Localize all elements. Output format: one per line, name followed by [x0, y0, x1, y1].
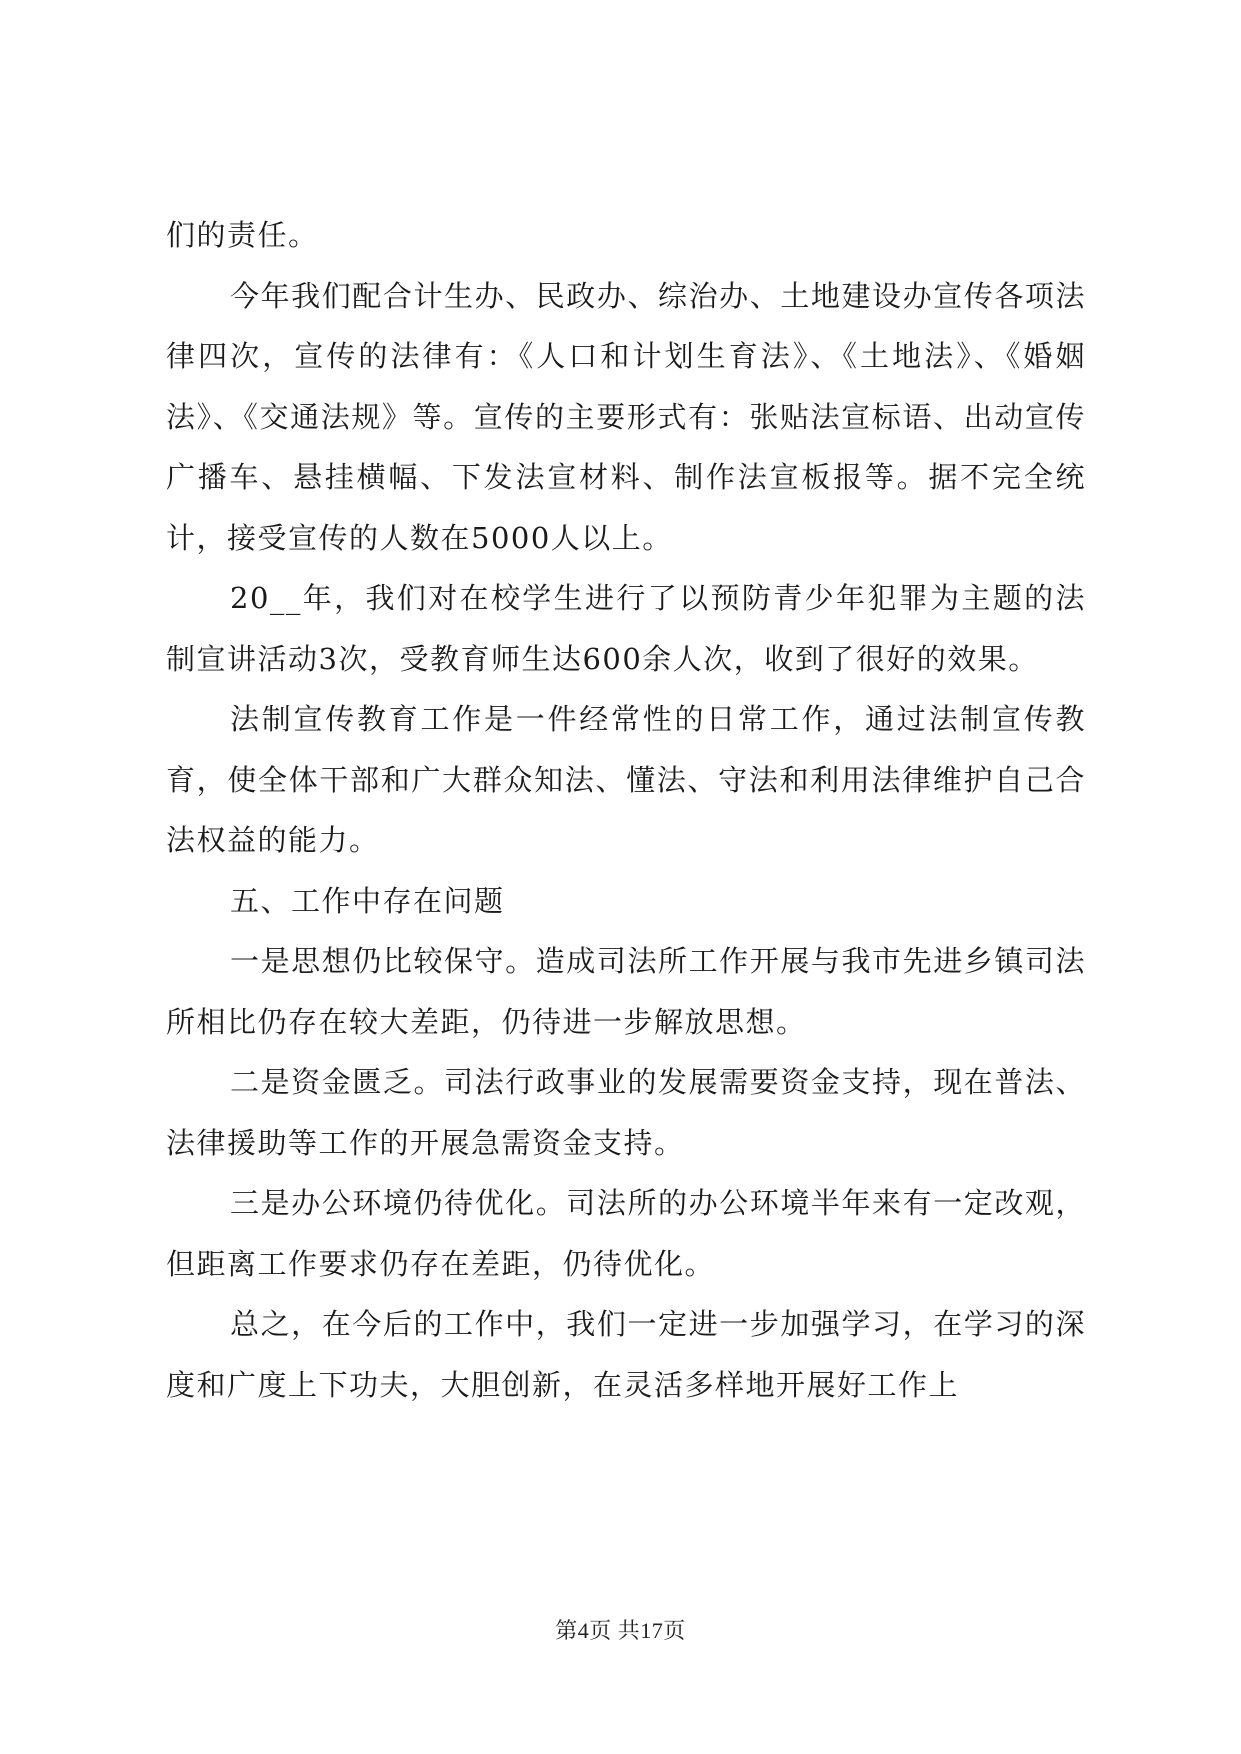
paragraph-continuation: 们的责任。	[166, 218, 319, 252]
body-text	[166, 205, 1086, 1415]
paragraph-student-lectures: 20__年，我们对在校学生进行了以预防青少年犯罪为主题的法制宣讲活动3次，受教育师生达600余人次，收到了很好的效果。	[166, 581, 1086, 676]
section-heading-problems: 五、工作中存在问题	[230, 883, 505, 918]
paragraph-problem-one: 一是思想仍比较保守。造成司法所工作开展与我市先进乡镇司法所相比仍存在较大差距，仍待进一步解放思想。	[166, 944, 1086, 1039]
paragraph-problem-two: 二是资金匮乏。司法行政事业的发展需要资金支持，现在普法、法律援助等工作的开展急需资金支持。	[166, 1065, 1086, 1160]
paragraph-conclusion: 总之，在今后的工作中，我们一定进一步加强学习，在学习的深度和广度上下功夫，大胆创新，在灵活多样地开展好工作上	[166, 1307, 1086, 1402]
paragraph-legal-publicity: 今年我们配合计生办、民政办、综治办、土地建设办宣传各项法律四次，宣传的法律有：《人口和计划生育法》、《土地法》、《婚姻法》、《交通法规》等。宣传的主要形式有：张贴法宣标语、出动宣传广播车、悬挂横幅、下发法宣材料、制作法宣板报等。据不完全统计，接受宣传的人数在5000人以上。	[166, 278, 1086, 555]
paragraph-problem-three: 三是办公环境仍待优化。司法所的办公环境半年来有一定改观，但距离工作要求仍存在差距，仍待优化。	[166, 1186, 1086, 1281]
paragraph-education-summary: 法制宣传教育工作是一件经常性的日常工作，通过法制宣传教育，使全体干部和广大群众知法、懂法、守法和利用法律维护自己合法权益的能力。	[166, 702, 1086, 857]
page-number-footer: 第4页 共17页	[555, 1618, 686, 1643]
